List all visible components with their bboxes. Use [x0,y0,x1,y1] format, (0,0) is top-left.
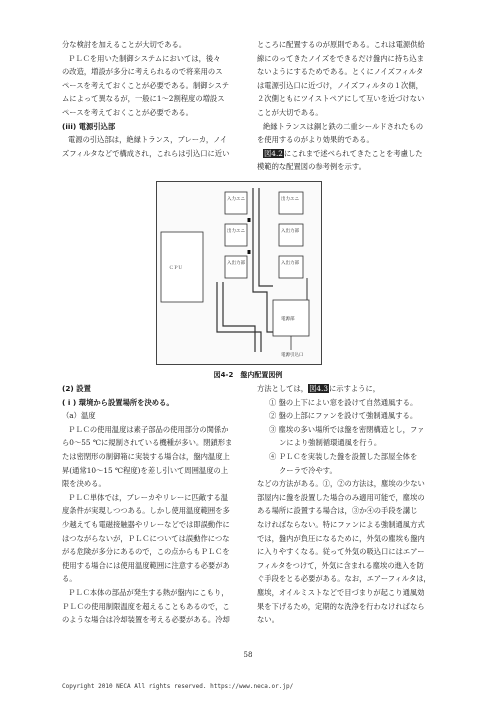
text-line: ＰＬＣの使用温度は素子部品の使用部分の関係か [68,424,229,434]
unit-block [279,256,303,278]
unit-block [225,256,247,278]
list-item: ② 盤の上部にファンを設けて強制通風する。 [269,411,418,421]
text-line: 塵埃，オイルミストなどで目づまりが起こり通風効 [257,587,425,597]
text-line: なければならない。特にファンによる強制通風方式 [257,519,425,529]
text-line [257,147,443,161]
unit-label: 入力ユニ [227,197,245,202]
wiring-duct [253,188,273,332]
unit-block [279,192,303,214]
entry-label: 電源引込口 [281,353,304,358]
text-line: ぐ手段をとる必要がある。なお，エアーフィルタは， [257,574,431,584]
text-line: は電源引込口に近づけ，ノイズフィルタの１次側， [257,80,423,90]
text-line: る。 [62,574,77,584]
text-line: を使用するのがより効果的である。 [257,135,374,145]
text-line: ＰＬＣ単体では，ブレーカやリレーに匹敵する温 [68,492,229,502]
text-fragment: 方法としては， [257,384,309,393]
text-line: ないようにするためである。とくにノイズフィルタ [257,67,424,77]
copyright-notice: Copyright 2010 NECA All rights reserved. https://www.neca.or.jp/ [62,683,294,690]
unit-label: 入出力部 [281,229,299,234]
wiring-duct [259,188,273,286]
unit-block [279,224,303,246]
text-line: ある場所に設置する場合は，③か④の手段を講じ [257,506,418,516]
text-line: ない。 [257,615,279,625]
cpu-label: ＣＰＵ [169,266,183,271]
list-item: ンにより強制循環通風を行う。 [279,438,382,448]
text-line: ところに配置するのが原則である。これは電源供給 [257,40,425,49]
text-line: たは密閉形の制御箱に実装する場合は，盤内温度上 [62,451,230,461]
text-line: ペースを考えておくことが必要である。制御システ [62,80,230,90]
section-heading: (iii) 電源引込部 [62,121,116,131]
text-line: の改造，増設が多分に考えられるので将来用のス [62,67,223,77]
text-line: 限を決める。 [62,479,106,489]
figure-caption: 図4-2 盤内配置図例 [213,371,283,379]
text-line: フィルタをつけて，外気に含まれる塵埃の進入を防 [257,560,424,570]
panel-layout-drawing [157,182,321,364]
section-heading: (2) 設置 [62,384,91,393]
text-line: ムによって異なるが，一般に1～2割程度の増設ス [62,94,225,104]
text-line: はつながらないが，ＰＬＣについては誤動作につな [62,533,230,543]
unit-label: 出力ユニ [281,197,299,202]
sub-heading: （a）温度 [62,411,96,421]
text-fragment: にこれまで述べられてきたことを考慮した [283,148,423,158]
text-fragment: に示すように， [328,384,381,393]
text-line: ら0～55 ℃に規制されている機種が多い。閉鎖形ま [62,438,233,448]
text-line: のような場合は冷却装置を考える必要がある。冷却 [62,615,230,625]
text-line: ＰＬＣを用いた制御システムにおいては，後々 [68,53,221,63]
text-line: 分な検討を加えることが大切である。 [62,40,187,49]
text-line: ＰＬＣ本体の部品が発生する熱が盤内にこもり， [68,587,229,597]
text-line: ことが大切である。 [257,107,323,117]
text-line: がる危険が多分にあるので，この点からもＰＬＣを [62,547,230,557]
unit-label: 出力ユニ [227,229,245,234]
unit-label: 入出力部 [281,261,299,266]
text-line: 絶縁トランスは銅と鉄の二重シールドされたもの [263,121,424,131]
text-line: 果を下げるため，定期的な洗浄を行わなければなら [257,601,425,611]
subsection-heading: ( i ) 環境から設置場所を決める。 [62,397,174,407]
figure-reference: 図4.2 [264,148,283,158]
layout-diagram [156,181,322,365]
text-line: ＰＬＣの使用制限温度を超えることもあるので，こ [62,601,230,611]
text-line [257,382,443,396]
text-line: 部屋内に盤を設置した場合のみ適用可能で，塵埃の [257,492,425,502]
power-label: 電源部 [281,317,295,322]
list-item: ① 盤の上下によい窓を設けて自然通風する。 [269,397,418,407]
text-line: 線にのってきたノイズをできるだけ盤内に持ち込ま [257,53,425,63]
text-line: 模範的な配置図の参考例を示す。 [257,162,366,172]
figure-reference: 図4.3 [309,384,328,393]
left-column-top [62,38,248,160]
text-line: 少越えても電磁接触器やリレーなどでは即誤動作に [62,519,230,529]
right-column-bottom [257,382,443,627]
list-item: クーラで冷やす。 [279,465,337,475]
wiring-duct [223,282,255,352]
unit-label: 入出力部 [227,261,245,266]
text-line: 昇(通常10～15 ℃程度)を差し引いて周囲温度の上 [62,465,229,475]
list-item: ③ 塵埃の多い場所では盤を密閉構造とし，ファ [269,424,425,434]
text-line: では，盤内が負圧になるために，外気の塵埃も盤内 [257,533,425,543]
unit-block [225,192,247,214]
text-line: 使用する場合には使用温度範囲に注意する必要があ [62,560,230,570]
text-line: ズフィルタなどで構成され，これらは引込口に近い [62,148,230,158]
text-line: 電源の引込部は，絶縁トランス，ブレーカ，ノイ [68,135,228,145]
right-column-top [257,38,443,174]
text-line: ペースを考えておくことが必要である。 [62,107,193,117]
text-line: に入りやすくなる。従って外気の吸込口にはエアー [257,547,425,557]
list-item: ④ ＰＬＣを実装した盤を設置した部屋全体を [269,451,418,461]
unit-block [225,224,247,246]
text-line: ２次側ともにツイストペアにして互いを近づけない [257,94,425,104]
left-column-bottom [62,382,248,627]
page-number: 58 [243,651,253,659]
text-line: 度条件が実現しつつある。しかし使用温度範囲を多 [62,506,230,516]
text-line: などの方法がある。①，②の方法は，塵埃の少ない [257,479,425,489]
